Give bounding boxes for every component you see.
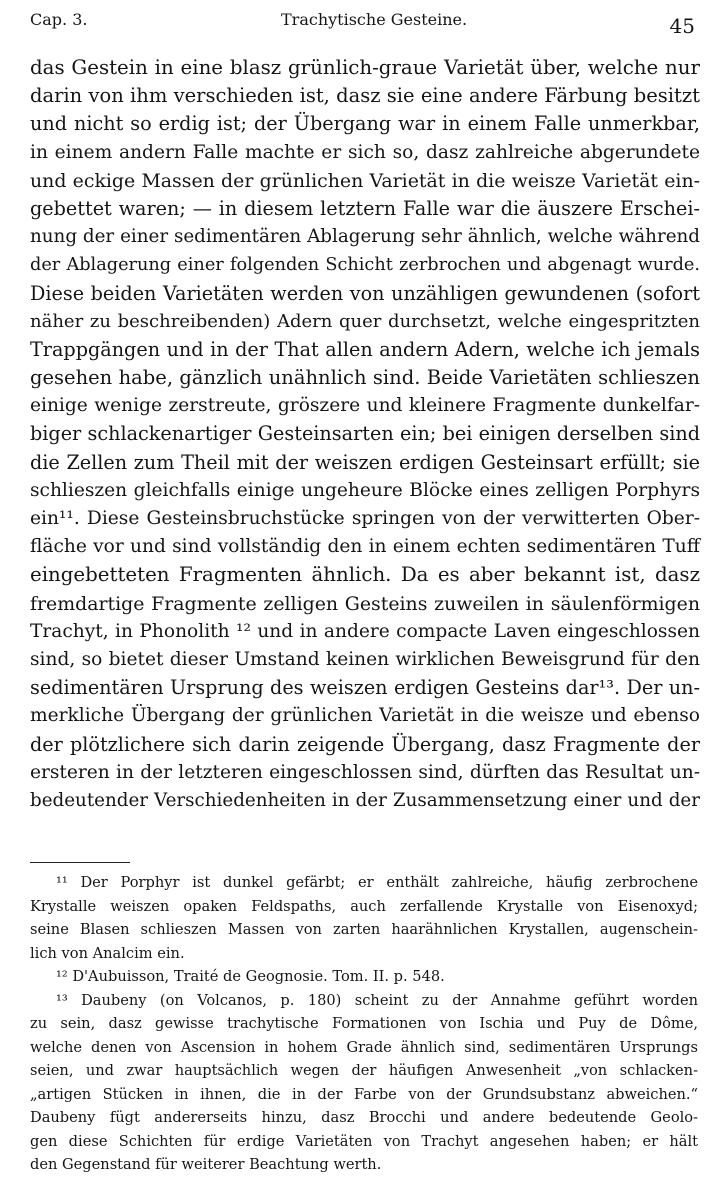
body-line: in einem andern Falle machte er sich so, dasz zahlreiche abgerundete [30, 141, 700, 163]
footnote-13-line: gen diese Schichten für erdige Varietäten von Trachyt angesehen haben; er hält [30, 1132, 698, 1150]
footnote-11-line: Krystalle weiszen opaken Feldspaths, auch zerfallende Krystalle von Eisenoxyd; [30, 897, 698, 915]
body-line: ein¹¹. Diese Gesteinsbruchstücke springen von der verwitterten Ober- [30, 508, 700, 529]
body-line: näher zu beschreibenden) Adern quer durchsetzt, welche eingespritzten [30, 310, 700, 332]
body-line: bedeutender Verschiedenheiten in der Zusammensetzung einer und der [30, 789, 700, 811]
footnote-13-line: ¹³ Daubeny (on Volcanos, p. 180) scheint zu der Annahme geführt worden [56, 991, 698, 1009]
footnote-13-line: den Gegenstand für weiterer Beachtung werth. [30, 1156, 382, 1173]
body-line: fläche vor und sind vollständig den in einem echten sedimentären Tuff [30, 536, 700, 558]
footnote-13-line: seien, und zwar hauptsächlich wegen der häufigen Anwesenheit „von schlacken- [30, 1062, 698, 1079]
body-line: Diese beiden Varietäten werden von unzähligen gewundenen (sofort [30, 281, 700, 305]
body-line: sedimentären Ursprung des weiszen erdigen Gesteins dar¹³. Der un- [30, 676, 700, 700]
footnote-11-line: lich von Analcim ein. [30, 944, 185, 962]
footnote-11-line: ¹¹ Der Porphyr ist dunkel gefärbt; er enthält zahlreiche, häufig zerbrochene [56, 874, 698, 891]
body-line: die Zellen zum Theil mit der weiszen erdigen Gesteinsart erfüllt; sie [30, 450, 700, 474]
body-line: darin von ihm verschieden ist, dasz sie eine andere Färbung besitzt [30, 84, 700, 108]
footnote-13-line: „artigen Stücken in ihnen, die in der Farbe von der Grundsubstanz abweichen.“ [30, 1085, 698, 1103]
body-line: der plötzlichere sich darin zeigende Übergang, dasz Fragmente der [30, 732, 700, 756]
running-header [30, 6, 695, 40]
body-line: Trappgängen und in der That allen andern Adern, welche ich jemals [30, 337, 700, 361]
body-text [30, 54, 700, 815]
body-line: eingebetteten Fragmenten ähnlich. Da es aber bekannt ist, dasz [30, 563, 700, 587]
footnote-12-line: ¹² D'Aubuisson, Traité de Geognosie. Tom. II. p. 548. [56, 968, 445, 985]
chapter-label: Cap. 3. [30, 10, 88, 29]
footnote-13-line: zu sein, dasz gewisse trachytische Formationen von Ischia und Puy de Dôme, [30, 1015, 698, 1032]
body-line: Trachyt, in Phonolith ¹² und in andere compacte Laven eingeschlossen [30, 620, 700, 642]
running-title: Trachytische Gesteine. [281, 10, 468, 29]
body-line: ersteren in der letzteren eingeschlossen sind, dürften das Resultat un- [30, 761, 700, 783]
body-line: biger schlackenartiger Gesteinsarten ein; bei einigen derselben sind [30, 422, 700, 446]
footnote-divider [30, 862, 130, 863]
footnote-13-line: welche denen von Ascension in hohem Grade ähnlich sind, sedimentären Ursprungs [30, 1038, 698, 1056]
body-line: das Gestein in eine blasz grünlich-graue Varietät über, welche nur [30, 56, 700, 79]
footnote-13-line: Daubeny fügt andererseits hinzu, dasz Brocchi und andere bedeutende Geolo- [30, 1109, 698, 1126]
body-line: und eckige Massen der grünlichen Varietät in die weisze Varietät ein- [30, 169, 700, 192]
body-line: gesehen habe, gänzlich unähnlich sind. Beide Varietäten schlieszen [30, 366, 700, 390]
body-line: der Ablagerung einer folgenden Schicht zerbrochen und abgenagt wurde. [30, 255, 700, 276]
footnote-11-line: seine Blasen schlieszen Massen von zarten haarähnlichen Krystallen, augenschein- [30, 921, 698, 938]
body-line: gebettet waren; — in diesem letztern Falle war die äuszere Erschei- [30, 196, 700, 220]
page-number: 45 [669, 14, 695, 38]
body-line: merkliche Übergang der grünlichen Varietät in die weisze und ebenso [30, 705, 700, 727]
body-line: nung der einer sedimentären Ablagerung sehr ähnlich, welche während [30, 226, 700, 248]
body-line: und nicht so erdig ist; der Übergang war in einem Falle unmerkbar, [30, 112, 700, 136]
body-line: fremdartige Fragmente zelligen Gesteins zuweilen in säulenförmigen [30, 592, 700, 615]
body-line: schlieszen gleichfalls einige ungeheure Blöcke eines zelligen Porphyrs [30, 479, 700, 501]
body-line: einige wenige zerstreute, gröszere und kleinere Fragmente dunkelfar- [30, 395, 700, 417]
footnotes [30, 871, 698, 1177]
body-line: sind, so bietet dieser Umstand keinen wirklichen Beweisgrund für den [30, 648, 700, 670]
